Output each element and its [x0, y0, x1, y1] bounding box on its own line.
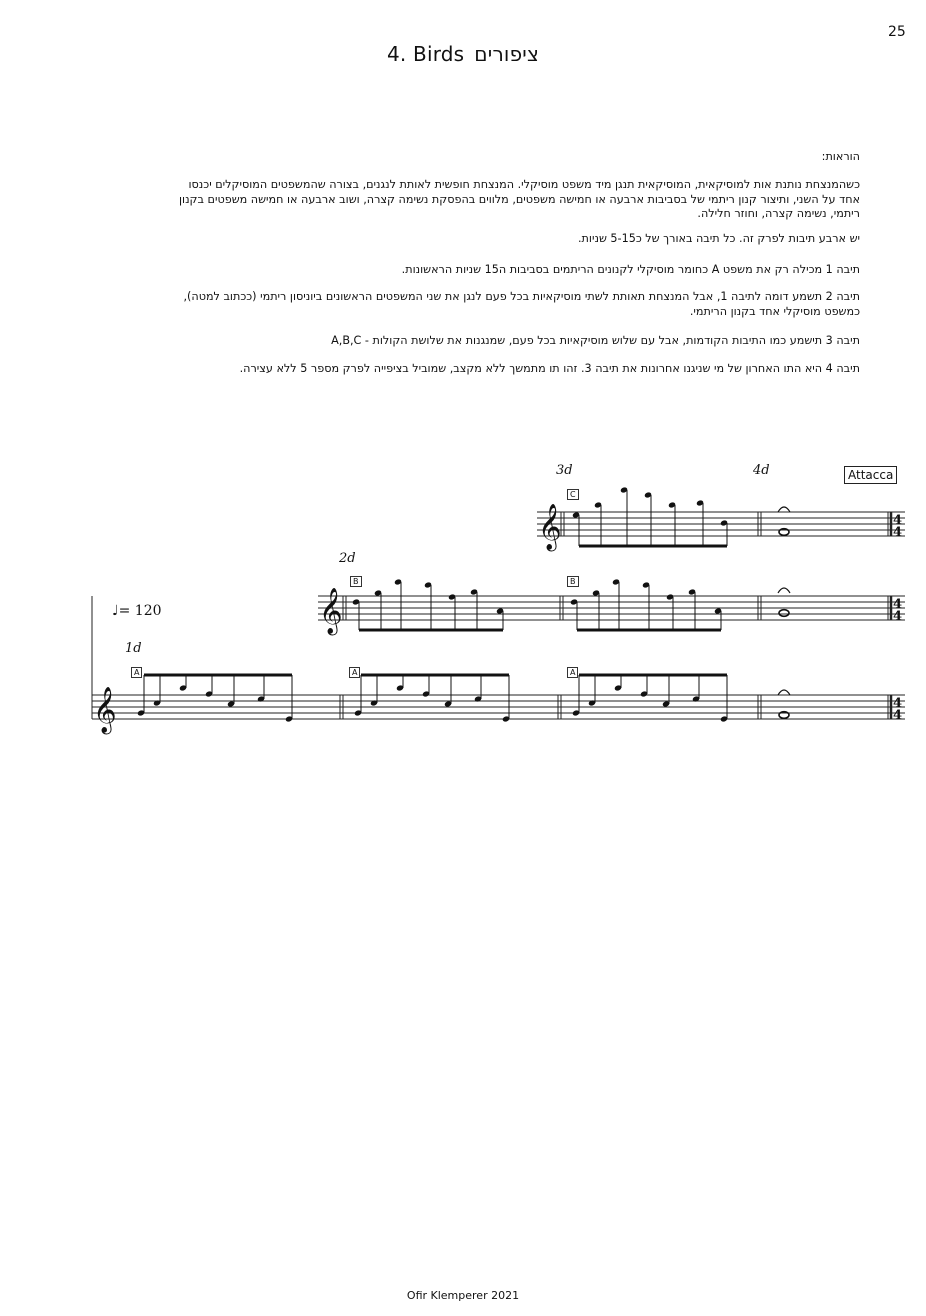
attacca-box: Attacca — [844, 466, 897, 484]
text-line: אחד על השני, ותיצור קנון ריתמי של בסביבות ארבעה או חמישה משפטים, מלווים בהפסקת נשימה קצרה, ושוב ארבעה או חמישה משפטים בקנון — [178, 192, 860, 206]
instructions-paragraph-6: תיבה 4 היא התו האחרון של מי שניגנו אחרונות את תיבה 3. זהו תו מתמשך ללא מקצב, שמוביל בציפייה לפרק מספר 5 ללא עצירה. — [239, 362, 860, 375]
time-signature-top: 4 — [893, 696, 903, 711]
instructions-heading: הוראות: — [821, 150, 860, 163]
instructions-paragraph-3: תיבה 1 מכילה רק את משפט A כחומר מוסיקלי לקנונים הריתמים בסביבות ה15 שניות הראשונות. — [401, 263, 860, 276]
instructions-paragraph-5: תיבה 3 תישמע כמו התיבות הקודמות, אבל עם שלוש מוסיקאיות בכל פעם, שמנגנות את שלושת הקולות - A,B,C — [331, 334, 860, 347]
timing-mark-2d: 2d — [339, 551, 356, 566]
phrase-label-a: A — [567, 667, 578, 678]
fermata-icon — [778, 507, 790, 512]
text-line: כשהמנצחת נותנת אות למוסיקאית, המוסיקאית תנגן מיד משפט מוסיקלי. המנצחת חופשית לאותת לנגנים, בצורה שהמשפטים המוסיקלים יכנסו — [188, 178, 860, 191]
instructions-paragraph-2: יש ארבע תיבות לפרק זה. כל תיבה באורך של כ5-15 שניות. — [578, 232, 860, 245]
footer-credit: Ofir Klemperer 2021 — [406, 1289, 520, 1302]
text-line: תיבה 2 תשמע דומה לתיבה 1, אבל המנצחת תאותת לשתי מוסיקאיות בכל פעם לנגן את שני המשפטים הראשונים ביוניסון ריתמי (ככתוב למטה), — [183, 290, 860, 303]
time-signature-bottom: 4 — [893, 525, 903, 540]
title-english: 4. Birds — [386, 42, 465, 66]
time-signature-top: 4 — [893, 597, 903, 612]
treble-clef: 𝄞 — [93, 687, 117, 733]
treble-clef: 𝄞 — [538, 504, 562, 550]
phrase-label-c: C — [567, 489, 579, 500]
time-signature-bottom: 4 — [893, 609, 903, 624]
fermata-icon — [778, 588, 790, 593]
treble-clef: 𝄞 — [319, 588, 343, 634]
text-line: כמשפט מוסיקלי אחד בקנון הריתמי. — [689, 304, 860, 318]
notes-layer — [137, 486, 790, 722]
title-hebrew: ציפורים — [474, 42, 540, 66]
timing-mark-1d: 1d — [125, 641, 142, 656]
time-signature-top: 4 — [893, 513, 903, 528]
phrase-label-b: B — [350, 576, 362, 587]
time-signature-bottom: 4 — [893, 708, 903, 723]
whole-note — [779, 610, 789, 617]
fermata-icon — [778, 690, 790, 695]
timing-mark-3d: 3d — [556, 463, 573, 478]
phrase-label-b: B — [567, 576, 579, 587]
timing-mark-4d: 4d — [753, 463, 770, 478]
page-number: 25 — [888, 24, 906, 40]
text-line: ריתמי, נשימה קצרה, וחוזר חלילה. — [697, 207, 860, 220]
phrase-label-a: A — [349, 667, 360, 678]
phrase-label-a: A — [131, 667, 142, 678]
tempo-marking: ♩= 120 — [112, 603, 162, 619]
